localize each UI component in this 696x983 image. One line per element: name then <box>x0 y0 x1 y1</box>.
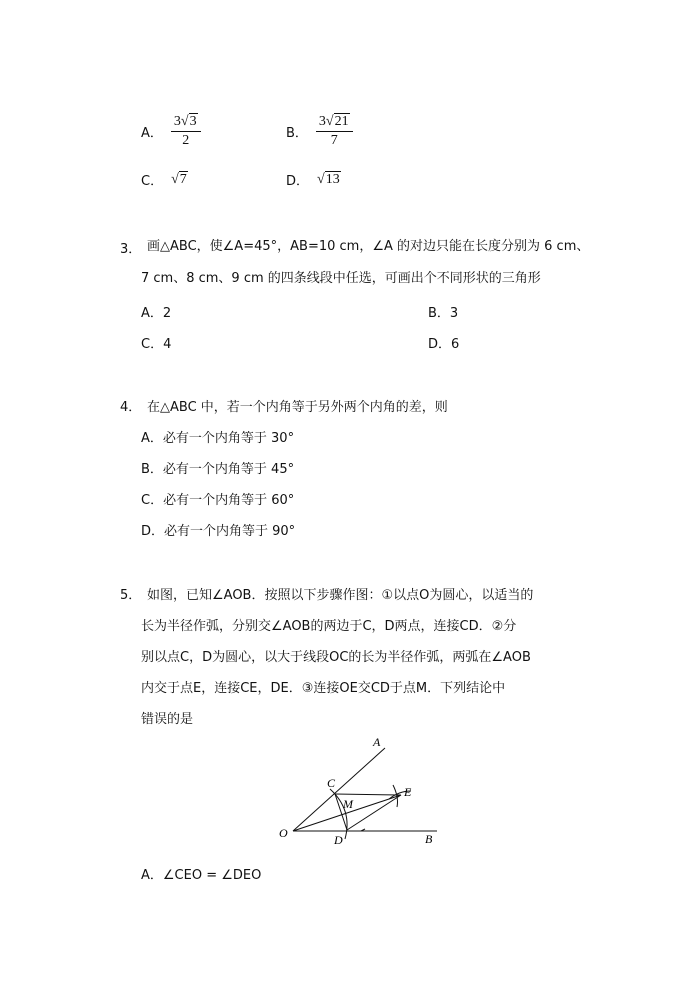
label-o: O <box>279 826 288 840</box>
q3-option-c: C．4 <box>141 337 172 352</box>
label-d: D <box>334 833 343 847</box>
q3-option-d: D．6 <box>428 337 460 352</box>
q2-option-c-value: √7 <box>171 171 187 187</box>
q4-option-d: D．必有一个内角等于 90° <box>141 524 296 539</box>
q2-option-a-fraction: $\frac{3√3}{2}$ <box>171 114 201 149</box>
q2-b-denominator: 7 <box>330 132 338 148</box>
segment-de <box>347 795 401 830</box>
q3-option-b: B．3 <box>428 306 459 321</box>
q5-stem-line3: 别以点C，D为圆心，以大于线段OC的长为半径作弧，两弧在∠AOB <box>141 650 531 665</box>
q4-stem: 在△ABC 中，若一个内角等于另外两个内角的差，则 <box>147 400 448 415</box>
label-c: C <box>327 776 336 790</box>
q4-number: 4． <box>120 400 142 415</box>
q3-stem-line1: 画△ABC，使∠A=45°，AB=10 cm，∠A 的对边只能在长度分别为 6 cm、 <box>147 239 590 254</box>
q2-option-d <box>286 170 341 189</box>
q4-option-c: C．必有一个内角等于 60° <box>141 493 295 508</box>
q2-option-c-label: C． <box>141 174 164 189</box>
label-e: E <box>404 785 412 799</box>
q3-stem-line2: 7 cm、8 cm、9 cm 的四条线段中任选，可画出个不同形状的三角形 <box>141 271 541 286</box>
ray-oa <box>293 748 385 831</box>
label-a: A <box>373 735 381 749</box>
q5-stem-line4: 内交于点E，连接CE，DE．③连接OE交CD于点M．下列结论中 <box>141 681 506 696</box>
q2-option-b-fraction: $\frac{3√21}{7}$ <box>316 114 353 149</box>
q4-option-b: B．必有一个内角等于 45° <box>141 462 295 477</box>
q2-option-a <box>141 110 201 152</box>
q2-a-denominator: 2 <box>182 132 190 148</box>
q2-b-coef: 3 <box>318 113 326 129</box>
label-m: M <box>343 797 353 811</box>
q5-geometry-figure <box>275 735 465 850</box>
q2-option-d-label: D． <box>286 174 310 189</box>
q2-option-b-label: B． <box>286 125 308 141</box>
q4-option-a: A．必有一个内角等于 30° <box>141 431 295 446</box>
q5-stem-line2: 长为半径作弧，分别交∠AOB的两边于C，D两点，连接CD．②分 <box>141 619 517 634</box>
q2-d-radicand: 13 <box>325 171 340 187</box>
q2-c-radicand: 7 <box>179 171 187 187</box>
segment-ce <box>335 794 401 795</box>
q2-option-a-label: A． <box>141 125 163 141</box>
q2-option-d-value: √13 <box>317 171 340 187</box>
label-b: B <box>425 832 433 846</box>
q3-option-a: A．2 <box>141 306 172 321</box>
q2-option-b <box>286 110 353 152</box>
q2-option-c <box>141 170 188 189</box>
q5-number: 5． <box>120 588 142 603</box>
q5-option-a: A．∠CEO = ∠DEO <box>141 868 262 883</box>
q2-b-radicand: 21 <box>334 113 349 129</box>
q2-a-radicand: 3 <box>189 113 197 129</box>
q2-a-coef: 3 <box>173 113 181 129</box>
q5-stem-line1: 如图，已知∠AOB．按照以下步骤作图：①以点O为圆心，以适当的 <box>147 588 534 603</box>
q5-stem-line5: 错误的是 <box>141 712 194 727</box>
q3-number: 3． <box>120 242 142 257</box>
